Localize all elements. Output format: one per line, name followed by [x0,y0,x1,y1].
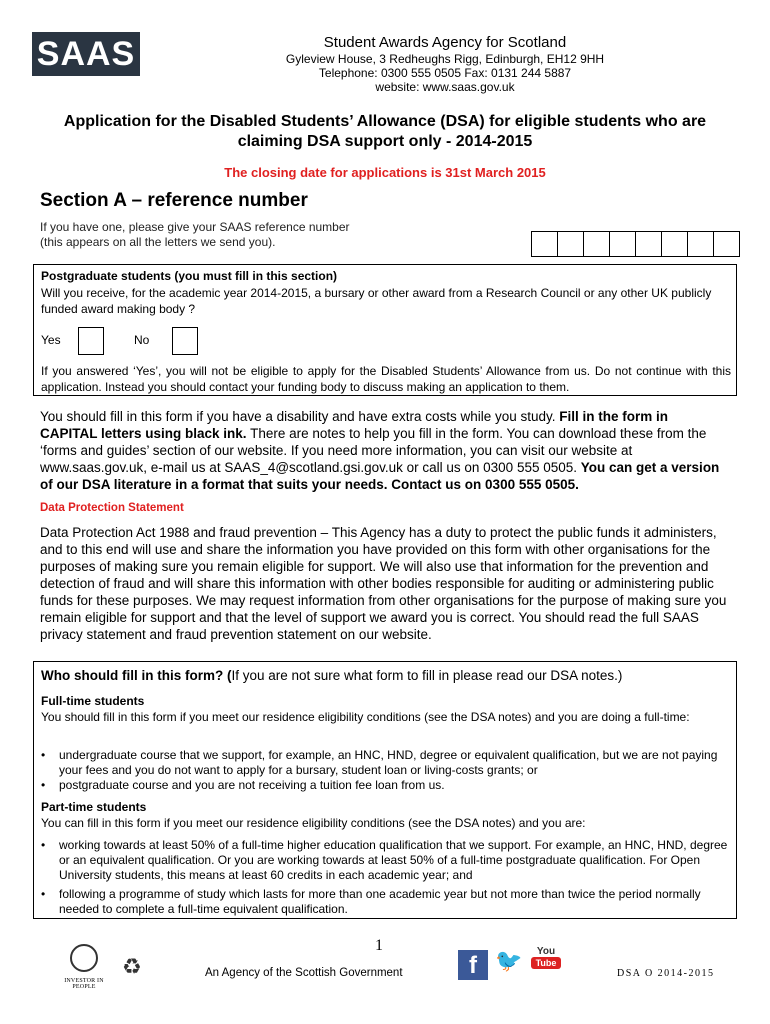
list-item [41,887,731,917]
fulltime-bullet-2: postgraduate course and you are not receiving a tuition fee loan from us. [59,778,445,792]
intro-capitals: Fill in the form in CAPITAL letters using black ink. [40,409,669,441]
recycle-icon: ♻ [122,954,142,979]
bullet: • [41,778,46,792]
section-a-heading: Section A – reference number [40,190,308,211]
form-title [30,112,740,152]
fulltime-heading: Full-time students [41,694,145,708]
bullet: • [41,887,46,901]
intro-paragraph [40,408,720,493]
no-label: No [134,333,150,347]
intro-part1: You should fill in this form if you have a disability and have extra costs while you study. [40,409,560,424]
postgraduate-heading: Postgraduate students (you must fill in this section) [41,269,338,283]
reference-number-input[interactable] [531,231,740,257]
parttime-intro: You can fill in this form if you meet our residence eligibility conditions (see the DSA notes) and you are: [41,816,586,830]
investor-label: INVESTOR IN PEOPLE [64,978,104,990]
intro-format: You can get a version of our DSA literature in a format that suits your needs. Contact us on 0300 555 0505. [40,460,720,492]
no-checkbox[interactable] [172,327,198,355]
parttime-bullet-1: working towards at least 50% of a full-time higher education qualification that we support. For example, an HNC, HND, degree or an equivalent qualification. Or you are working towards at least 50% of a full-time postgraduate qualification. For Open University students, this means at least 60 credits in each academic year; and [59,838,728,882]
agency-website: website: www.saas.gov.uk [375,80,515,94]
list-item [41,838,731,883]
agency-phone: Telephone: 0300 555 0505 Fax: 0131 244 5887 [318,66,572,80]
who-question-bold: Who should fill in this form? ( [41,668,232,683]
investor-in-people-logo [56,944,112,990]
intro-part3: There are notes to help you fill in the form. You can download these from the ‘forms and guides’ section of our website. If you need more information, you can visit our website at www.saas.gov.uk, e-mail us at SAAS_4@scotland.gsi.gov.uk or call us on 0300 555 0505. [40,426,707,475]
youtube-tube: Tube [531,957,561,969]
yes-checkbox[interactable] [78,327,104,355]
data-protection-body: Data Protection Act 1988 and fraud prevention – This Agency has a duty to protect the public funds it administers, and to this end will use and share the information you have provided on this form with other organisations for the purposes of making sure you remain eligible for support. We will also use that information for the prevention and detection of fraud and will share this information with other bodies responsible for auditing or administering public funds for these purposes. We may request information from other organisations for the purpose of making sure you remain eligible for support and that the level of support we award you is correct. You should read the full SAAS privacy statement and fraud prevention statement on our website. [40,525,727,642]
postgraduate-section [33,264,737,396]
postgraduate-question: Will you receive, for the academic year 2014-2015, a bursary or other award from a Research Council or any other UK publicly funded award making body ? [41,286,712,316]
who-should-fill-section [33,661,737,919]
agency-name: Student Awards Agency for Scotland [323,34,567,51]
reference-cell[interactable] [662,232,688,256]
government-agency-text: An Agency of the Scottish Government [205,967,403,979]
form-title-line2: claiming DSA support only - 2014-2015 [237,133,533,150]
form-code: DSA O 2014-2015 [617,968,715,979]
youtube-you: You [536,946,556,957]
reference-cell[interactable] [714,232,739,256]
reference-help [40,220,350,250]
postgraduate-note: If you answered ‘Yes’, you will not be eligible to apply for the Disabled Students’ Allowance from us. Do not continue with this application. Instead you should contact your funding body to discuss making an application to them. [41,364,731,394]
bullet: • [41,748,46,762]
agency-address: Gyleview House, 3 Redheughs Rigg, Edinburgh, EH12 9HH [285,52,605,66]
page-number: 1 [375,937,383,954]
reference-cell[interactable] [610,232,636,256]
reference-cell[interactable] [584,232,610,256]
reference-cell[interactable] [532,232,558,256]
facebook-icon[interactable]: f [458,950,488,980]
who-question [41,668,622,683]
twitter-icon[interactable]: 🐦 [495,948,523,973]
laurel-icon [70,944,98,972]
youtube-icon[interactable] [531,946,561,980]
reference-cell[interactable] [558,232,584,256]
fulltime-bullet-1: undergraduate course that we support, for example, an HNC, HND, degree or equivalent qualification, but we are not paying your fees and you do not want to apply for a bursary, student loan or living-costs grants; or [59,748,718,777]
parttime-heading: Part-time students [41,800,147,814]
reference-cell[interactable] [636,232,662,256]
bullet: • [41,838,46,852]
reference-cell[interactable] [688,232,714,256]
agency-header [250,34,640,94]
reference-help-line1: If you have one, please give your SAAS reference number [40,220,350,234]
form-title-line1: Application for the Disabled Students’ Allowance (DSA) for eligible students who are [63,113,707,130]
who-question-rest: If you are not sure what form to fill in please read our DSA notes.) [231,668,623,683]
reference-help-line2: (this appears on all the letters we send you). [40,235,276,249]
closing-date: The closing date for applications is 31st March 2015 [224,165,546,180]
saas-logo: SAAS [32,32,140,76]
fulltime-intro: You should fill in this form if you meet our residence eligibility conditions (see the DSA notes) and you are doing a full-time: [41,710,690,724]
parttime-bullet-2: following a programme of study which lasts for more than one academic year but not more than twice the period normally needed to complete a full-time equivalent qualification. [59,887,701,916]
list-item [41,778,731,793]
list-item [41,748,731,778]
yes-label: Yes [41,333,61,347]
data-protection-heading: Data Protection Statement [40,502,184,514]
